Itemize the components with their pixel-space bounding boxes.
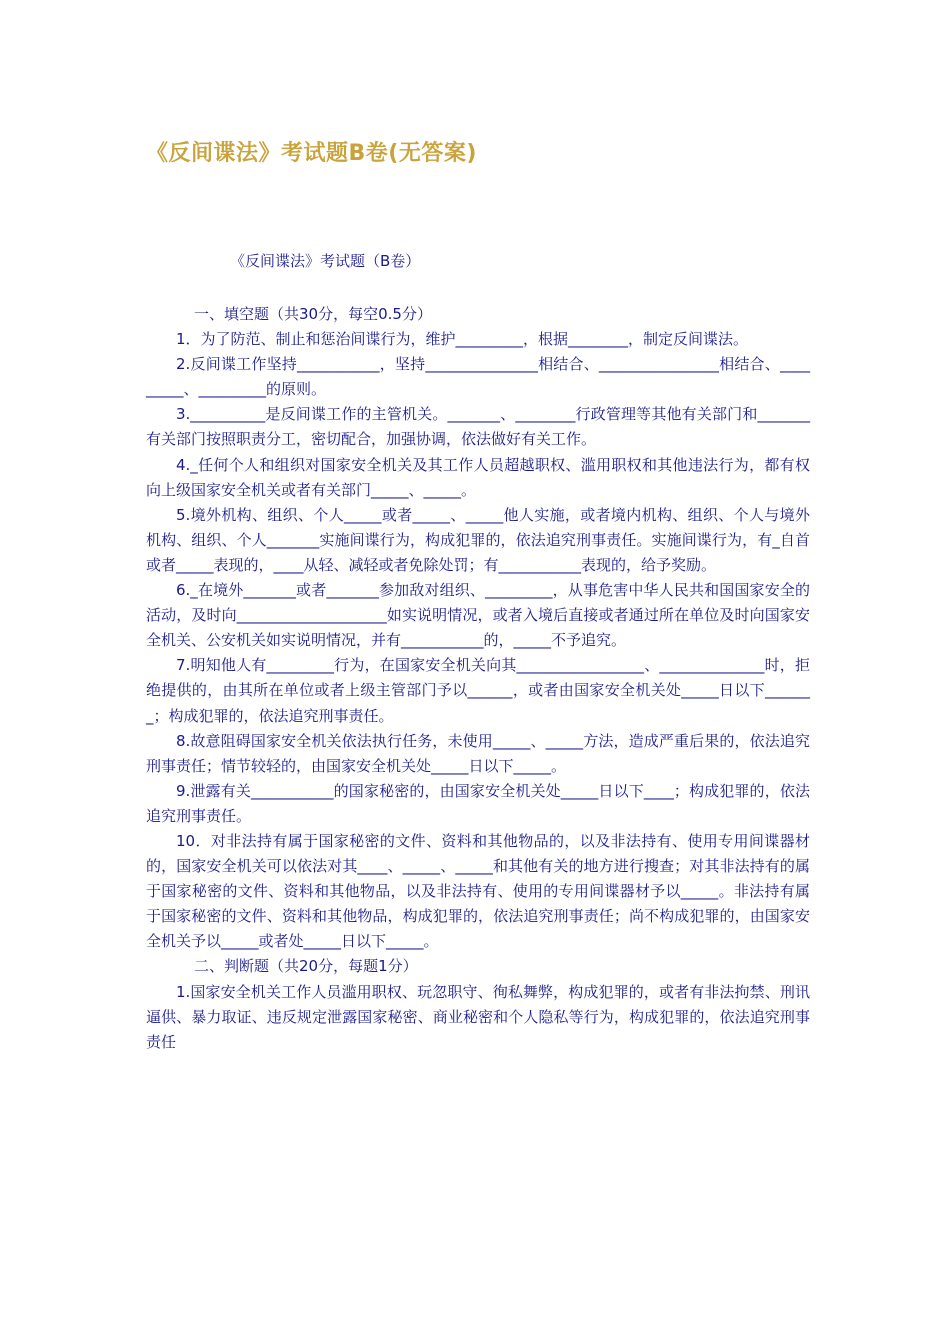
document-title: 《反间谍法》考试题B卷(无答案): [146, 141, 477, 166]
question-6: 6._在境外_______或者_______参加敌对组织、_________，从事危害中华人民共和国国家安全的活动，及时向____________________如实说明情况，或者入境后直接或者通过所在单位及时向国家安全机关、公安机关如实说明情况，并有___________的，_____不予追究。: [146, 581, 810, 650]
true-false-question-1: 1.国家安全机关工作人员滥用职权、玩忽职守、徇私舞弊，构成犯罪的，或者有非法拘禁、刑讯逼供、暴力取证、违反规定泄露国家秘密、商业秘密和个人隐私等行为，构成犯罪的，依法追究刑事责任: [146, 982, 810, 1051]
section-heading-fill-in: 一、填空题（共30分，每空0.5分）: [194, 305, 432, 323]
question-9: 9.泄露有关___________的国家秘密的，由国家安全机关处_____日以下____；构成犯罪的，依法追究刑事责任。: [146, 781, 810, 825]
question-1: 1．为了防范、制止和惩治间谍行为，维护_________，根据________，制定反间谍法。: [176, 330, 749, 349]
question-4: 4._任何个人和组织对国家安全机关及其工作人员超越职权、滥用职权和其他违法行为，都有权向上级国家安全机关或者有关部门_____、_____。: [146, 455, 810, 499]
question-7: 7.明知他人有_________行为，在国家安全机关向其_________________、______________时，拒绝提供的，由其所在单位或者上级主管部门予以______，或者由国家安全机关处_____日以下_______；构成犯罪的，依法追究刑事责任。: [146, 656, 810, 725]
document-body: [146, 302, 810, 1055]
question-10: 10．对非法持有属于国家秘密的文件、资料和其他物品的，以及非法持有、使用专用间谍器材的，国家安全机关可以依法对其____、_____、_____和其他有关的地方进行搜查；对其非法持有的属于国家秘密的文件、资料和其他物品，以及非法持有、使用的专用间谍器材予以_____。非法持有属于国家秘密的文件、资料和其他物品，构成犯罪的，依法追究刑事责任；尚不构成犯罪的，由国家安全机关予以_____或者处_____日以下_____。: [146, 831, 810, 951]
question-8: 8.故意阻碍国家安全机关依法执行任务，未使用_____、_____方法，造成严重后果的，依法追究刑事责任；情节较轻的，由国家安全机关处_____日以下_____。: [146, 731, 810, 775]
question-5: 5.境外机构、组织、个人_____或者_____、_____他人实施，或者境内机构、组织、个人与境外机构、组织、个人_______实施间谍行为，构成犯罪的，依法追究刑事责任。实施间谍行为，有_自首或者_____表现的，____从轻、减轻或者免除处罚；有___________表现的，给予奖励。: [146, 505, 810, 574]
question-2: 2.反间谍工作坚持___________，坚持_______________相结合、________________相结合、_________、_________的原则。: [146, 355, 810, 399]
exam-subtitle: 《反间谍法》考试题（B卷）: [230, 252, 421, 270]
section-heading-true-false: 二、判断题（共20分，每题1分）: [194, 957, 418, 976]
question-3: 3.__________是反间谍工作的主管机关。_______、________行政管理等其他有关部门和_______有关部门按照职责分工，密切配合，加强协调，依法做好有关工作。: [146, 405, 810, 449]
